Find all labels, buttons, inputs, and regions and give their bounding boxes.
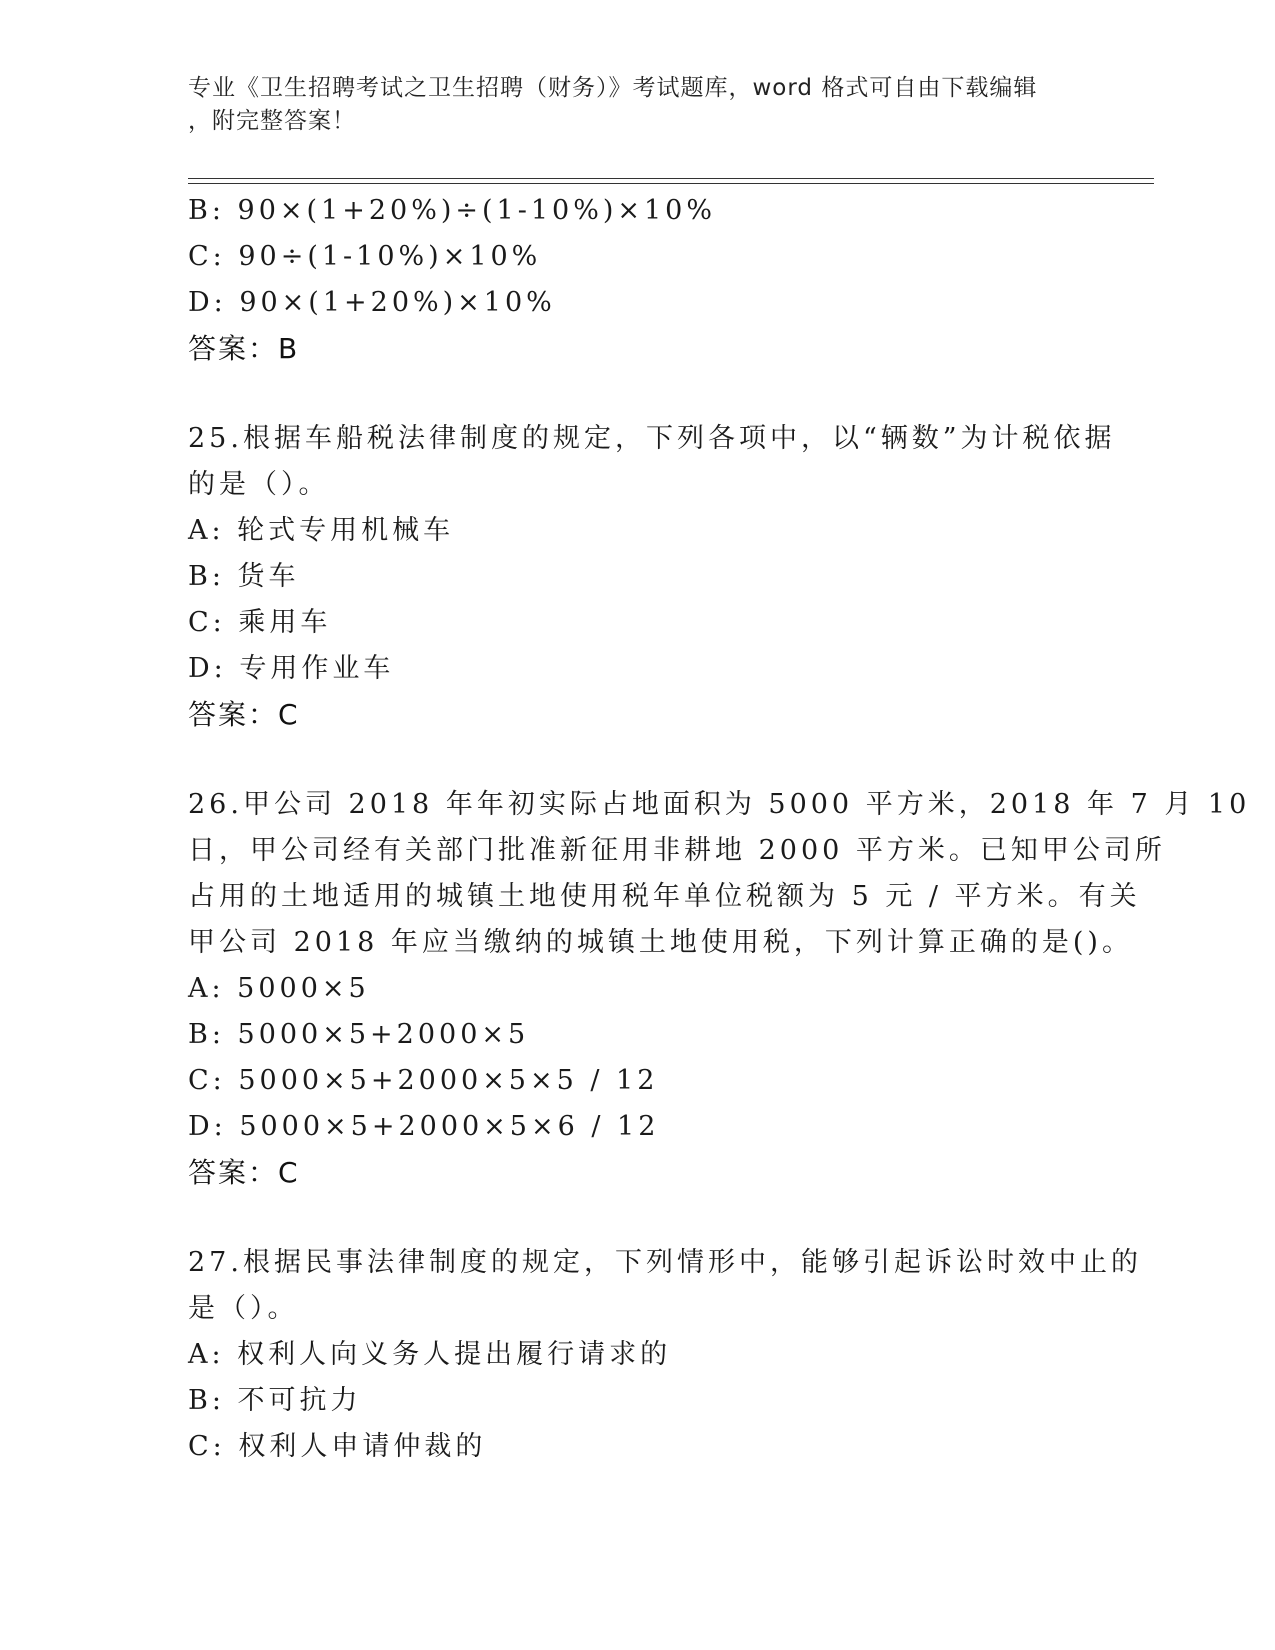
spacer [188,1196,1088,1240]
option-b: B: 不可抗力 [188,1385,362,1416]
spacer [188,372,1088,416]
header-divider-top [188,178,1154,179]
question-stem-line: 日，甲公司经有关部门批准新征用非耕地 2000 平方米。已知甲公司所 [188,835,1166,866]
question-stem-line: 的是（）。 [188,469,330,500]
option-d: D: 90×(1+20%)×10% [188,287,556,318]
option-c: C: 乘用车 [188,607,332,638]
option-c: C: 5000×5+2000×5×5 / 12 [188,1065,659,1096]
option-b: B: 90×(1+20%)÷(1-10%)×10% [188,195,717,226]
question-stem-line: 占用的土地适用的城镇土地使用税年单位税额为 5 元 / 平方米。有关 [188,881,1141,912]
question-stem-line: 25.根据车船税法律制度的规定，下列各项中，以“辆数”为计税依据 [188,423,1116,454]
question-25 [188,416,1116,738]
question-stem-line: 27.根据民事法律制度的规定，下列情形中，能够引起诉讼时效中止的 [188,1247,1142,1278]
header-divider-bottom [188,183,1154,184]
option-a: A: 5000×5 [188,973,370,1004]
question-stem-line: 26.甲公司 2018 年年初实际占地面积为 5000 平方米，2018 年 7 月 10 [188,789,1251,820]
option-a: A: 轮式专用机械车 [188,515,455,546]
option-c: C: 90÷(1-10%)×10% [188,241,542,272]
question-stem-line: 是（）。 [188,1293,299,1324]
question-stem-line: 甲公司 2018 年应当缴纳的城镇土地使用税，下列计算正确的是()。 [188,927,1133,958]
option-d: D: 5000×5+2000×5×6 / 12 [188,1111,660,1142]
document-header [188,72,1088,138]
option-d: D: 专用作业车 [188,653,395,684]
question-24 [188,188,1088,372]
question-27 [188,1240,1142,1470]
question-26 [188,782,1251,1196]
answer: 答案：B [188,332,300,365]
answer: 答案：C [188,698,300,731]
answer: 答案：C [188,1156,300,1189]
option-a: A: 权利人向义务人提出履行请求的 [188,1339,672,1370]
question-content [188,188,1251,1470]
option-b: B: 5000×5+2000×5 [188,1019,530,1050]
option-c: C: 权利人申请仲裁的 [188,1431,487,1462]
spacer [188,738,1088,782]
header-line-1: 专业《卫生招聘考试之卫生招聘（财务）》考试题库，word 格式可自由下载编辑 [188,75,1038,101]
header-line-2: ，附完整答案！ [188,108,356,134]
option-b: B: 货车 [188,561,300,592]
